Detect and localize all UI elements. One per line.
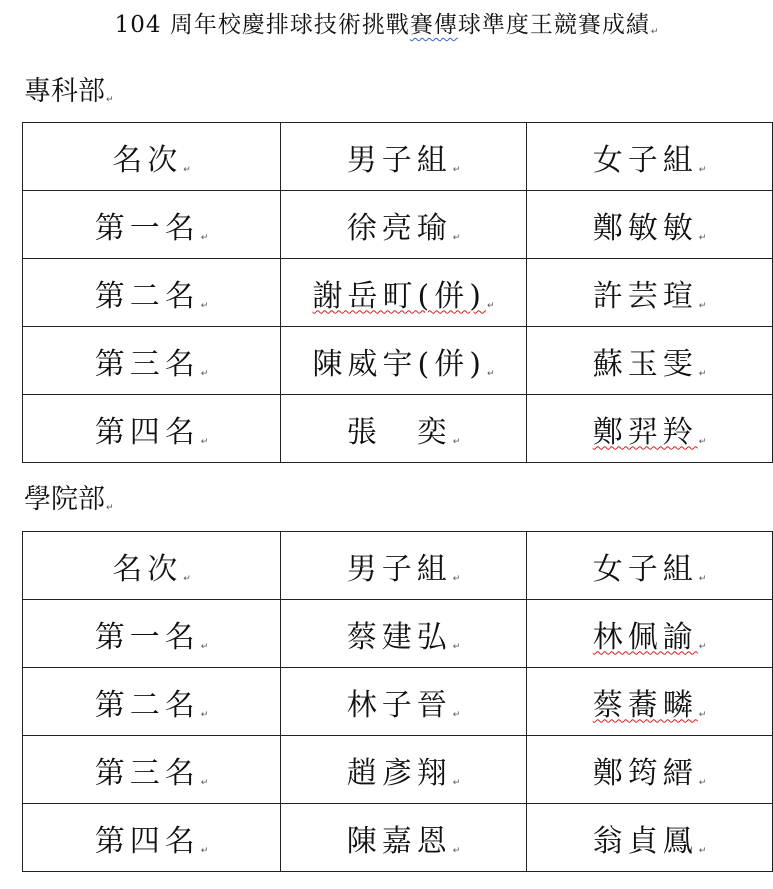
- results-table-junior-college: [22, 122, 773, 463]
- table-row: [23, 259, 773, 327]
- rank-cell: [23, 668, 281, 736]
- rank-cell: [23, 327, 281, 395]
- cell-mark-icon: ↵: [698, 641, 707, 652]
- section-heading-text: 學院部: [24, 484, 105, 515]
- section-heading-text: 專科部: [24, 76, 105, 107]
- header-cell-men: [281, 123, 527, 191]
- men-cell: [281, 395, 527, 463]
- title-text-start: 104 周年校慶排球技術挑戰: [114, 12, 410, 38]
- men-name: 蔡建弘: [346, 619, 452, 655]
- table-header-row: [23, 532, 773, 600]
- section-heading-junior-college: [24, 74, 114, 118]
- women-name: 蔡蕎疄: [592, 687, 698, 723]
- cell-mark-icon: ↵: [486, 300, 495, 311]
- cell-mark-icon: ↵: [698, 777, 707, 788]
- rank-text: 第三名: [94, 755, 200, 791]
- men-name: 林子晉: [346, 687, 452, 723]
- header-cell-rank: [23, 532, 281, 600]
- women-cell: [527, 736, 773, 804]
- title-text-end: 球準度王競賽成績: [457, 12, 650, 38]
- results-table-college: [22, 531, 773, 872]
- cell-mark-icon: ↵: [698, 436, 707, 447]
- cell-mark-icon: ↵: [200, 368, 209, 379]
- men-cell: [281, 600, 527, 668]
- men-name: 陳威宇(併): [312, 346, 486, 382]
- cell-mark-icon: ↵: [698, 232, 707, 243]
- cell-mark-icon: ↵: [452, 573, 461, 584]
- women-name: 蘇玉雯: [592, 346, 698, 382]
- table-row: [23, 395, 773, 463]
- men-name: 徐亮瑜: [346, 210, 452, 246]
- header-cell-women: [527, 532, 773, 600]
- header-text: 男子組: [346, 551, 452, 587]
- table-row: [23, 668, 773, 736]
- rank-text: 第二名: [94, 687, 200, 723]
- cell-mark-icon: ↵: [452, 709, 461, 720]
- cell-mark-icon: ↵: [698, 300, 707, 311]
- men-cell: [281, 668, 527, 736]
- rank-text: 第一名: [94, 619, 200, 655]
- women-cell: [527, 259, 773, 327]
- table-row: [23, 191, 773, 259]
- women-cell: [527, 327, 773, 395]
- paragraph-mark-icon: ↵: [650, 27, 659, 37]
- cell-mark-icon: ↵: [452, 641, 461, 652]
- table-header-row: [23, 123, 773, 191]
- cell-mark-icon: ↵: [200, 709, 209, 720]
- cell-mark-icon: ↵: [200, 436, 209, 447]
- cell-mark-icon: ↵: [200, 232, 209, 243]
- cell-mark-icon: ↵: [698, 845, 707, 856]
- women-name: 翁貞鳳: [592, 823, 698, 859]
- table-row: [23, 600, 773, 668]
- cell-mark-icon: ↵: [452, 845, 461, 856]
- header-text: 名次: [112, 142, 183, 178]
- rank-cell: [23, 395, 281, 463]
- cell-mark-icon: ↵: [452, 232, 461, 243]
- women-cell: [527, 600, 773, 668]
- cell-mark-icon: ↵: [698, 573, 707, 584]
- cell-mark-icon: ↵: [452, 777, 461, 788]
- women-cell: [527, 191, 773, 259]
- men-cell: [281, 804, 527, 872]
- women-cell: [527, 804, 773, 872]
- paragraph-mark-icon: ↵: [106, 95, 114, 105]
- rank-cell: [23, 804, 281, 872]
- cell-mark-icon: ↵: [200, 641, 209, 652]
- table-row: [23, 804, 773, 872]
- rank-text: 第一名: [94, 210, 200, 246]
- cell-mark-icon: ↵: [486, 368, 495, 379]
- men-name: 陳嘉恩: [346, 823, 452, 859]
- header-text: 名次: [112, 551, 183, 587]
- header-cell-rank: [23, 123, 281, 191]
- men-cell: [281, 191, 527, 259]
- women-name: 許芸瑄: [592, 278, 698, 314]
- women-name: 鄭筠縉: [592, 755, 698, 791]
- table-row: [23, 736, 773, 804]
- header-cell-men: [281, 532, 527, 600]
- rank-text: 第二名: [94, 278, 200, 314]
- cell-mark-icon: ↵: [452, 436, 461, 447]
- paragraph-mark-icon: ↵: [106, 503, 114, 513]
- section-heading-college: [24, 482, 114, 526]
- men-cell: [281, 327, 527, 395]
- women-name: 鄭敏敏: [592, 210, 698, 246]
- header-text: 女子組: [592, 142, 698, 178]
- header-text: 女子組: [592, 551, 698, 587]
- table-row: [23, 327, 773, 395]
- cell-mark-icon: ↵: [200, 300, 209, 311]
- cell-mark-icon: ↵: [698, 709, 707, 720]
- rank-cell: [23, 259, 281, 327]
- cell-mark-icon: ↵: [200, 845, 209, 856]
- men-name: 趙彥翔: [346, 755, 452, 791]
- women-name: 林佩諭: [592, 619, 698, 655]
- cell-mark-icon: ↵: [183, 573, 191, 584]
- men-name: 謝岳町(併): [312, 278, 486, 314]
- rank-text: 第四名: [94, 414, 200, 450]
- rank-cell: [23, 191, 281, 259]
- cell-mark-icon: ↵: [183, 164, 191, 175]
- rank-text: 第四名: [94, 823, 200, 859]
- cell-mark-icon: ↵: [452, 164, 461, 175]
- men-name: 張 奕: [346, 414, 452, 450]
- women-cell: [527, 395, 773, 463]
- cell-mark-icon: ↵: [698, 368, 707, 379]
- title-text-grammar-marked: 賽傳: [409, 12, 458, 38]
- rank-cell: [23, 736, 281, 804]
- document-title: [0, 8, 773, 42]
- cell-mark-icon: ↵: [200, 777, 209, 788]
- cell-mark-icon: ↵: [698, 164, 707, 175]
- header-cell-women: [527, 123, 773, 191]
- women-name: 鄭羿羚: [592, 414, 698, 450]
- men-cell: [281, 736, 527, 804]
- rank-cell: [23, 600, 281, 668]
- women-cell: [527, 668, 773, 736]
- header-text: 男子組: [346, 142, 452, 178]
- rank-text: 第三名: [94, 346, 200, 382]
- men-cell: [281, 259, 527, 327]
